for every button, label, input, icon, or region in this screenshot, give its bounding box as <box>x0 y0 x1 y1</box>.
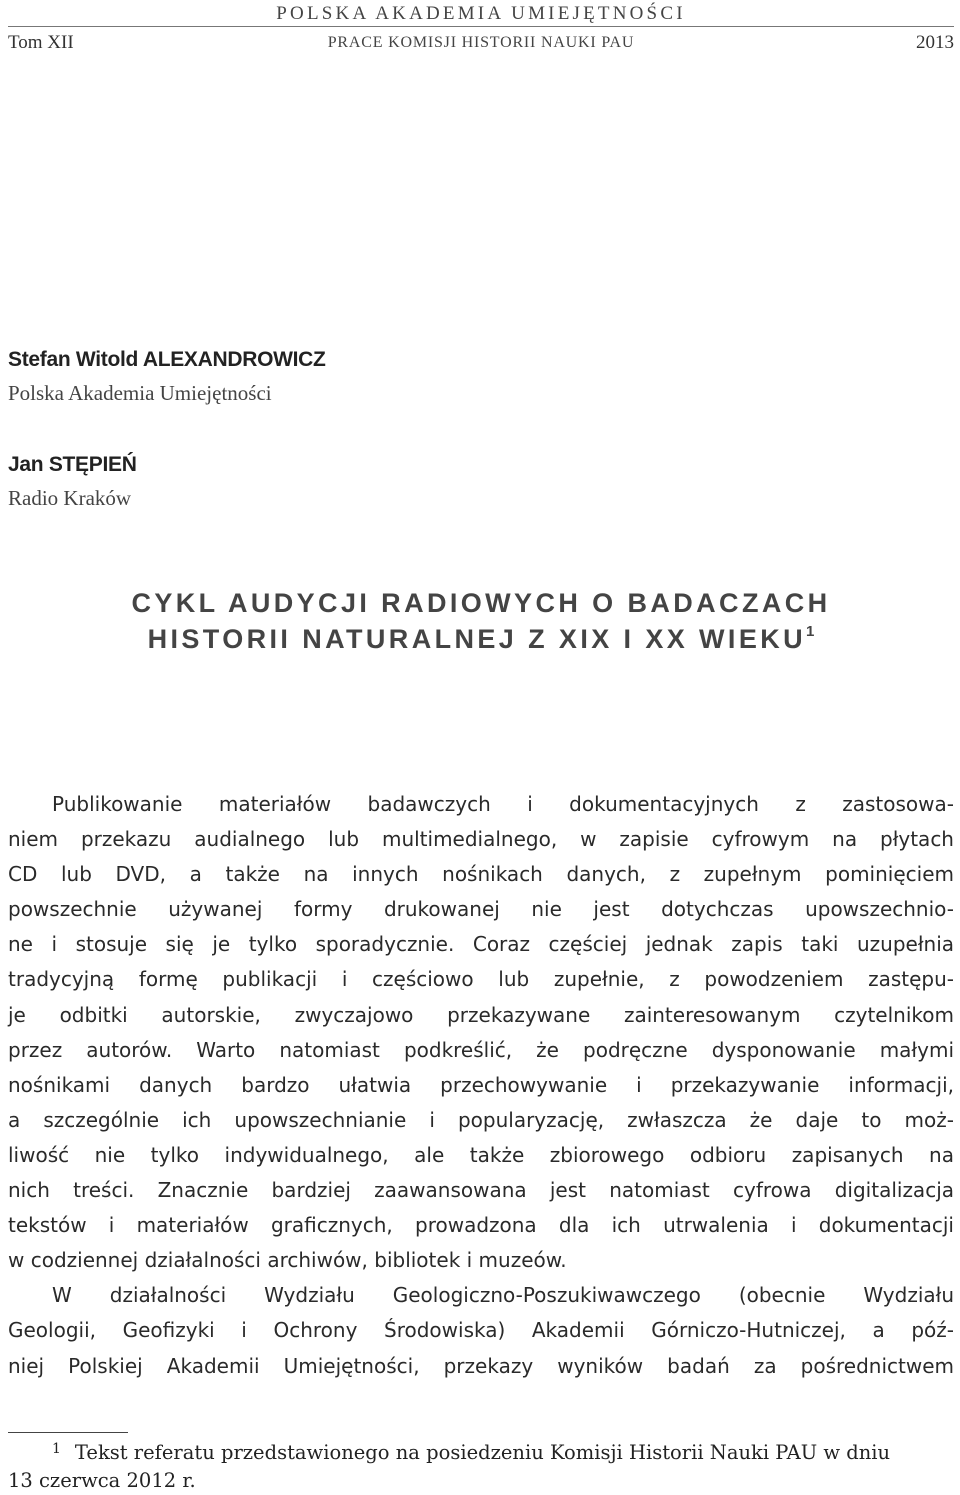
author-name-2: Jan STĘPIEŃ <box>8 453 137 476</box>
body-line: Geologii, Geofizyki i Ochrony Środowiska) Akademii Górniczo-Hutniczej, a póź- <box>8 1318 954 1343</box>
footnote <box>8 1439 954 1495</box>
article-title <box>8 585 954 657</box>
article-body <box>8 787 954 1384</box>
title-line-1: CYKL AUDYCJI RADIOWYCH O BADACZACH <box>131 588 831 618</box>
body-line: CD lub DVD, a także na innych nośnikach danych, z zupełnym pominięciem <box>8 862 954 887</box>
footnote-line-1 <box>8 1439 954 1467</box>
article-page <box>8 0 954 1492</box>
body-line: tekstów i materiałów graficznych, prowadzona dla ich utrwalenia i dokumentacji <box>8 1213 954 1238</box>
body-line: Publikowanie materiałów badawczych i dokumentacyjnych z zastosowa- <box>52 792 954 816</box>
body-line: nich treści. Znacznie bardziej zaawansowana jest natomiast cyfrowa digitalizacja <box>8 1178 954 1203</box>
author-affiliation-1: Polska Akademia Umiejętności <box>8 381 272 405</box>
body-line: a szczególnie ich upowszechnianie i popularyzację, zwłaszcza że daje to moż- <box>8 1107 954 1132</box>
body-line: nośnikami danych bardzo ułatwia przechowywanie i przekazywanie informacji, <box>8 1072 954 1097</box>
footnote-rule <box>8 1432 128 1433</box>
body-line: tradycyjną formę publikacji i częściowo lub zupełnie, z powodzeniem zastępu- <box>8 967 954 992</box>
series-title: PRACE KOMISJI HISTORII NAUKI PAU <box>327 34 635 51</box>
body-line: niej Polskiej Akademii Umiejętności, przekazy wyników badań za pośrednictwem <box>8 1353 954 1378</box>
footnote-mark: 1 <box>52 1441 61 1457</box>
header-rule <box>8 26 954 27</box>
year-label: 2013 <box>916 32 954 53</box>
author-affiliation-2: Radio Kraków <box>8 486 132 510</box>
body-line: przez autorów. Warto natomiast podkreślić, że podręczne dysponowanie małymi <box>8 1037 954 1062</box>
body-line: w codziennej działalności archiwów, bibliotek i muzeów. <box>8 1248 567 1273</box>
footnote-text-1: Tekst referatu przedstawionego na posiedzeniu Komisji Historii Nauki PAU w dniu <box>74 1441 891 1464</box>
body-line: je odbitki autorskie, zwyczajowo przekazywane zainteresowanym czytelnikom <box>8 1002 954 1027</box>
title-footnote-mark: 1 <box>806 623 815 640</box>
footnote-text-2: 13 czerwca 2012 r. <box>8 1469 196 1492</box>
body-line: ne i stosuje się je tylko sporadycznie. Coraz częściej jednak zapis taki uzupełnia <box>8 932 954 957</box>
body-line: liwość nie tylko indywidualnego, ale także zbiorowego odbioru zapisanych na <box>8 1142 954 1167</box>
author-name-1: Stefan Witold ALEXANDROWICZ <box>8 348 326 371</box>
body-line: niem przekazu audialnego lub multimedialnego, w zapisie cyfrowym na płytach <box>8 827 954 852</box>
title-line-2-text: HISTORII NATURALNEJ Z XIX I XX WIEKU <box>147 624 807 654</box>
body-line: W działalności Wydziału Geologiczno-Poszukiwawczego (obecnie Wydziału <box>52 1283 954 1308</box>
title-line-2 <box>8 621 954 657</box>
body-line: powszechnie używanej formy drukowanej nie jest dotychczas upowszechnio- <box>8 897 954 922</box>
running-header <box>8 32 954 56</box>
volume-label: Tom XII <box>8 32 74 53</box>
running-header-institution: POLSKA AKADEMIA UMIEJĘTNOŚCI <box>276 3 686 24</box>
